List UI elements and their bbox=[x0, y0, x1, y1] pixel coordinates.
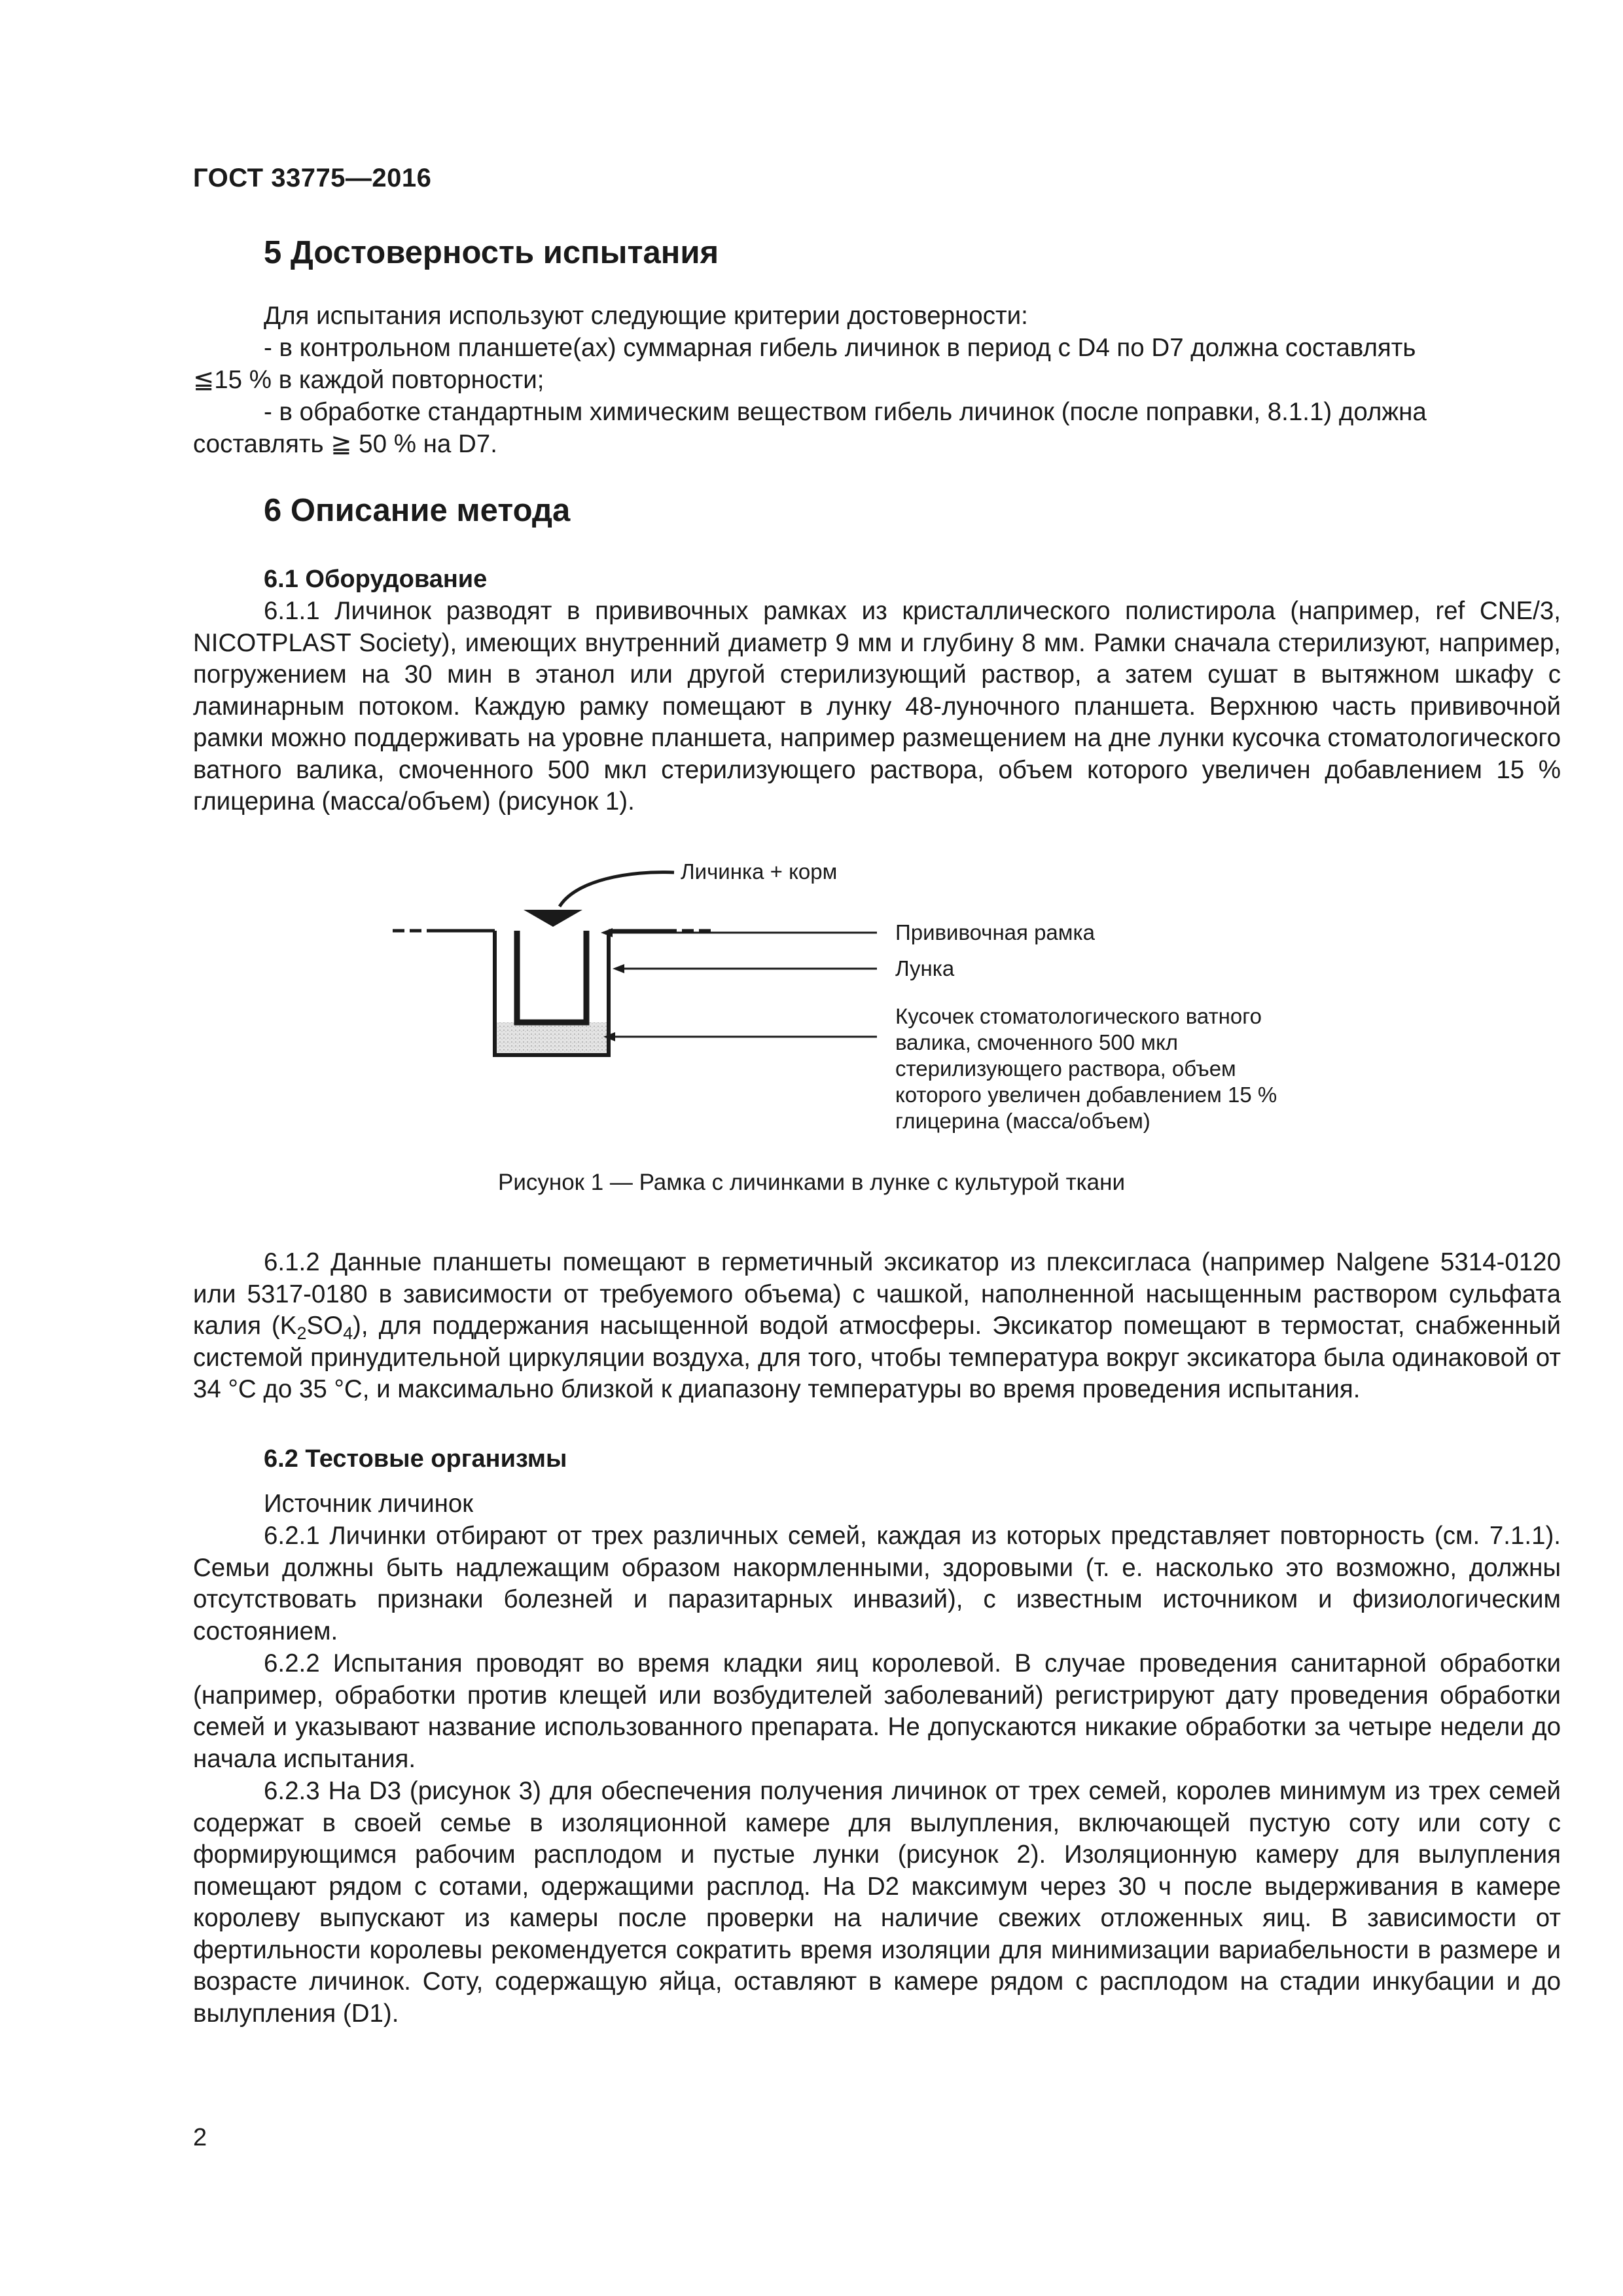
paragraph-6-2-3: 6.2.3 На D3 (рисунок 3) для обеспечения получения личинок от трех семей, королев минимум из трех семей содержат в своей семье в изоляционной камере для вылупления, включающей пустую соту или соту с формирующимся рабочим расплодом и пустые лунки (рисунок 2). Изоляционную камеру для вылупления помещают рядом с сотами, одержащими расплод. На D2 максимум через 30 ч после выдерживания в камере королеву выпускают из камеры после проверки на наличие свежих отложенных яиц. В зависимости от фертильности королевы рекомендуется сократить время изоляции для минимизации вариабельности в размере и возрасте личинок. Соту, содержащую яйца, оставляют в камере рядом с расплодом на стадии инкубации и до вылупления (D1). bbox=[193, 1777, 1561, 2028]
figure-1-caption: Рисунок 1 — Рамка с личинками в лунке с культурой ткани bbox=[497, 1170, 1126, 1195]
subsection-6-2-heading: 6.2 Тестовые организмы bbox=[264, 1445, 567, 1473]
label-well: Лунка bbox=[895, 956, 955, 980]
larva-marker bbox=[524, 910, 582, 927]
criterion-2-line-1: - в обработке стандартным химическим веществом гибель личинок (после поправки, 8.1.1) должна bbox=[264, 398, 1427, 426]
larva-arrow bbox=[560, 872, 674, 906]
label-larva-food: Личинка + корм bbox=[681, 859, 838, 884]
larvae-source-label: Источник личинок bbox=[264, 1490, 474, 1518]
paragraph-6-1-2: 6.1.2 Данные планшеты помещают в герметичный эксикатор из плексигласа (например Nalgene 5314-0120 или 5317-0180 в зависимости от требуемого объема) с чашкой, наполненной насыщенным раствором сульфата калия $(K_2SO_4)$, для поддержания насыщенной водой атмосферы. Эксикатор помещают в термостат, снабженный системой принудительной циркуляции воздуха, для того, чтобы температура вокруг эксикатора была одинаковой от 34 °С до 35 °С, и максимально близкой к диапазону температуры во время проведения испытания. bbox=[193, 1248, 1561, 1403]
criterion-1-line-1: - в контрольном планшете(ах) суммарная гибель личинок в период с D4 по D7 должна составлять bbox=[264, 334, 1416, 362]
label-grafting-frame: Прививочная рамка bbox=[895, 920, 1095, 944]
subsection-6-1-heading: 6.1 Оборудование bbox=[264, 565, 488, 593]
label-cotton-1: Кусочек стоматологического ватного bbox=[895, 1004, 1262, 1028]
label-cotton-3: стерилизующего раствора, объем bbox=[895, 1056, 1236, 1081]
page-number: 2 bbox=[193, 2124, 207, 2151]
cotton-piece bbox=[497, 1022, 607, 1053]
paragraph-6-1-1: 6.1.1 Личинок разводят в прививочных рамках из кристаллического полистирола (например, ref CNE/3, NICOTPLAST Society), имеющих внутренний диаметр 9 мм и глубину 8 мм. Рамки сначала стерилизуют, например, погружением на 30 мин в этанол или другой стерилизующий раствор, а затем сушат в вытяжном шкафу с ламинарным потоком. Каждую рамку помещают в лунку 48-луночного планшета. Верхнюю часть прививочной рамки можно поддерживать на уровне планшета, например размещением на дне лунки кусочка стоматологического ватного валика, смоченного 500 мкл стерилизующего раствора, объем которого увеличен добавлением 15 % глицерина (масса/объем) (рисунок 1). bbox=[193, 597, 1561, 816]
standard-number: ГОСТ 33775—2016 bbox=[193, 164, 432, 192]
paragraph-6-2-1: 6.2.1 Личинки отбирают от трех различных семей, каждая из которых представляет повторность (см. 7.1.1). Семьи должны быть надлежащим образом накормленными, здоровыми (т. е. насколько это возможно, должны отсутствовать признаки болезней и паразитарных инвазий), с известным источником и физиологическим состоянием. bbox=[193, 1522, 1561, 1645]
grafting-frame bbox=[517, 931, 586, 1022]
well-leader-arrowhead bbox=[613, 964, 624, 973]
criterion-2-line-2: составлять ≧ 50 % на D7. bbox=[193, 430, 497, 458]
section-5-heading: 5 Достоверность испытания bbox=[264, 235, 719, 270]
section-6-heading: 6 Описание метода bbox=[264, 493, 571, 528]
paragraph-6-2-2: 6.2.2 Испытания проводят во время кладки яиц королевой. В случае проведения санитарной обработки (например, обработки против клещей или возбудителей заболеваний) регистрируют дату проведения обработки семей и указывают название использованного препарата. Не допускаются никакие обработки за четыре недели до начала испытания. bbox=[193, 1649, 1561, 1773]
validity-intro: Для испытания используют следующие критерии достоверности: bbox=[264, 302, 1028, 330]
criterion-1-line-2: ≦15 % в каждой повторности; bbox=[193, 366, 544, 394]
label-cotton-4: которого увеличен добавлением 15 % bbox=[895, 1083, 1277, 1107]
label-cotton-2: валика, смоченного 500 мкл bbox=[895, 1030, 1179, 1054]
label-cotton-5: глицерина (масса/объем) bbox=[895, 1109, 1150, 1133]
